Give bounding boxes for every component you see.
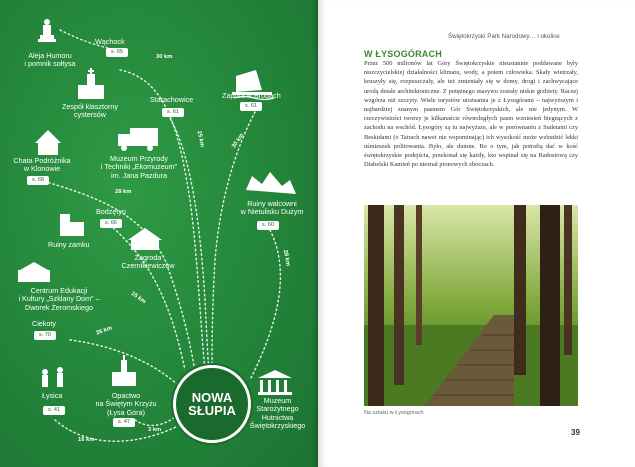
running-header: Świętokrzyski Park Narodowy… i okolice (448, 33, 560, 40)
page-ref-chata[interactable]: s. 68 (27, 176, 49, 185)
poi-ruiny-walcowni[interactable]: Ruiny walcowni w Nietulisku Dużym (240, 199, 304, 217)
monastery-icon (78, 68, 104, 99)
forest-photo (364, 205, 578, 406)
page-number: 39 (571, 428, 580, 437)
section-title: W ŁYSOGÓRACH (364, 49, 442, 59)
poi-bodzentyn[interactable]: Bodzętyn (96, 207, 126, 216)
poi-aleja-humoru[interactable]: Aleja Humoru i pomnik sołtysa (24, 51, 76, 69)
castle-icon (60, 214, 84, 236)
route-starachowice (168, 115, 209, 372)
truck-icon (118, 128, 158, 151)
page-ref-bodzentyn[interactable]: s. 66 (100, 219, 122, 228)
poi-opactwo[interactable]: Opactwo na Świętym Krzyżu (Łysa Góra) (95, 391, 157, 417)
poi-chata-podroznika[interactable]: Chata Podróżnika w Klonowie (13, 156, 71, 174)
poi-zagroda[interactable]: Zagroda Czernikiewiczów (121, 253, 175, 271)
museum-icon (258, 370, 292, 395)
distance-wachock: 30 km (156, 54, 173, 60)
distance-chata: 28 km (115, 189, 132, 195)
distance-opactwo: 3 km (148, 427, 162, 433)
statue-icon (38, 19, 56, 42)
distance-ruiny: 28 km (281, 249, 291, 267)
poi-lysica[interactable]: Łysica (42, 391, 63, 400)
poi-starachowice[interactable]: Starachowice (150, 95, 194, 104)
church-icon (112, 355, 136, 386)
poi-zapora[interactable]: Zapora w Brodach (222, 91, 281, 100)
route-walcownia (250, 230, 280, 380)
nowa-slupia-hub[interactable] (173, 365, 251, 443)
distance-lysica: 16 km (78, 437, 95, 443)
forest-path-image (364, 205, 578, 406)
hut-icon (35, 130, 61, 155)
hub-line1: NOWA (191, 390, 233, 405)
farmhouse-icon (128, 228, 162, 250)
distance-starachowice: 25 km (195, 130, 205, 148)
poi-muzeum-przyrody[interactable]: Muzeum Przyrody i Techniki „Ekomuzeum” im. Jana Pazdura (100, 154, 178, 180)
poi-centrum-edukacji[interactable]: Centrum Edukacji i Kultury „Szklany Dom” – Dworek Żeromskiego (18, 286, 100, 312)
poi-zespol-klasztorny[interactable]: Zespół klasztorny cystersów (62, 102, 118, 120)
page-ref-ciekoty[interactable]: s. 70 (34, 331, 56, 340)
hikers-icon (42, 367, 63, 387)
distance-bodzentyn: 15 km (129, 290, 147, 306)
page-ref-lysica[interactable]: s. 41 (43, 406, 65, 415)
distance-zapora: 30 km (231, 132, 246, 150)
page-ref-ruiny-walcowni[interactable]: s. 60 (257, 221, 279, 230)
hub-line2: SŁUPIA (188, 403, 236, 418)
page-ref-zapora[interactable]: s. 61 (240, 102, 262, 111)
distance-ciekoty: 26 km (95, 325, 113, 337)
body-paragraph: Przez 500 milionów lat Góry Świętokrzyskie nieustannie poddawane były niszczycielskiej działalności klimatu, wody, a potem człowieka. Skały wietrzały, kruszyły się, rozpuszczały, ale też zmieniały się w domy, drogi i zachwycające urodą detale architektoniczne. Z potężnego masywu zostały niskie grzbiety. Raczej wzgórza niż szczyty. Wiele turystów utożsamia je z Łysogórami – najwyższym i najbardziej znanym pasmem Gór Świętokrzyskich, ale nie jedynym. W rzeczywistości tworzy je kilkanaście równoległych pasm wzniesień biegnących z zachodu na wschód. Łysogóry są tu najwyższe, ale w porównaniu z Sudetami czy Beskidami (o Tatrach nawet nie wspominając) ich wysokość może wzbudzić lekki uśmieszek politowania. Było, ale dumne. Bo o tym, jak potrafią dać w kość świętokrzyskie podejścia, przekonał się każdy, kto wspinał się na Radostową czy Diabelski Kamień po nieznal pionowych zboczach. (364, 60, 578, 169)
ruins-icon (246, 172, 296, 194)
photo-caption: Na szlaku w Łysogórach (364, 410, 424, 416)
page-ref-opactwo[interactable]: s. 47 (113, 418, 135, 427)
poi-ciekoty[interactable]: Ciekoty (32, 319, 56, 328)
page-ref-starachowice[interactable]: s. 61 (162, 108, 184, 117)
poi-wachock[interactable]: Wąchock (95, 37, 125, 46)
manor-icon (18, 262, 50, 282)
page-ref-wachock[interactable]: s. 65 (106, 48, 128, 57)
poi-ruiny-zamku[interactable]: Ruiny zamku (48, 240, 90, 249)
poi-muzeum-hutnictwa[interactable]: Muzeum Starożytnego Hutnictwa Świętokrzyskiego (249, 396, 306, 431)
route-zapora (212, 112, 255, 370)
